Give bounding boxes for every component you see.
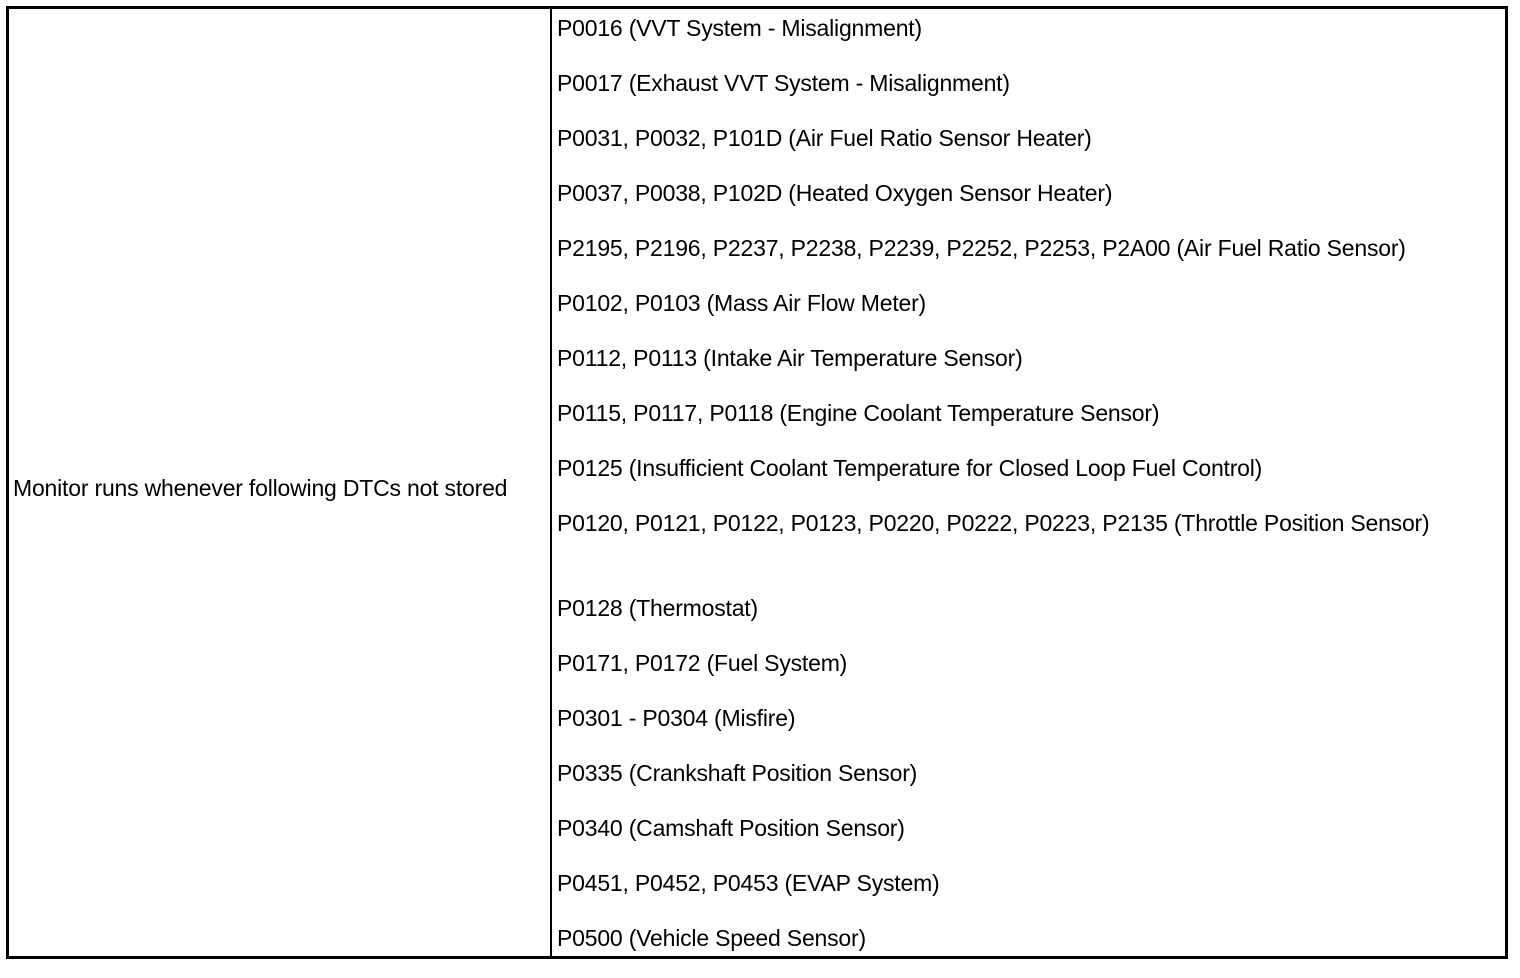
dtc-item: P0340 (Camshaft Position Sensor) xyxy=(557,815,905,841)
dtc-table xyxy=(6,6,1508,959)
dtc-item: P0128 (Thermostat) xyxy=(557,595,758,621)
dtc-item: P0301 - P0304 (Misfire) xyxy=(557,705,796,731)
dtc-item: P0171, P0172 (Fuel System) xyxy=(557,650,848,676)
dtc-list-cell xyxy=(552,9,1505,956)
dtc-item: P0120, P0121, P0122, P0123, P0220, P0222, P0223, P2135 (Throttle Position Sensor) xyxy=(557,510,1430,536)
dtc-item: P0016 (VVT System - Misalignment) xyxy=(557,15,922,41)
condition-cell xyxy=(9,9,552,956)
dtc-item: P0031, P0032, P101D (Air Fuel Ratio Sensor Heater) xyxy=(557,125,1092,151)
dtc-item: P0017 (Exhaust VVT System - Misalignment) xyxy=(557,70,1010,96)
monitor-condition-text: Monitor runs whenever following DTCs not stored xyxy=(13,475,508,501)
dtc-item: P2195, P2196, P2237, P2238, P2239, P2252, P2253, P2A00 (Air Fuel Ratio Sensor) xyxy=(557,235,1406,261)
dtc-item: P0112, P0113 (Intake Air Temperature Sensor) xyxy=(557,345,1023,371)
dtc-item: P0102, P0103 (Mass Air Flow Meter) xyxy=(557,290,927,316)
dtc-item: P0115, P0117, P0118 (Engine Coolant Temperature Sensor) xyxy=(557,400,1160,426)
dtc-item: P0125 (Insufficient Coolant Temperature for Closed Loop Fuel Control) xyxy=(557,455,1263,481)
dtc-item: P0500 (Vehicle Speed Sensor) xyxy=(557,925,866,951)
dtc-list xyxy=(557,13,1505,978)
dtc-item: P0335 (Crankshaft Position Sensor) xyxy=(557,760,918,786)
dtc-item: P0451, P0452, P0453 (EVAP System) xyxy=(557,870,940,896)
dtc-item: P0037, P0038, P102D (Heated Oxygen Sensor Heater) xyxy=(557,180,1113,206)
